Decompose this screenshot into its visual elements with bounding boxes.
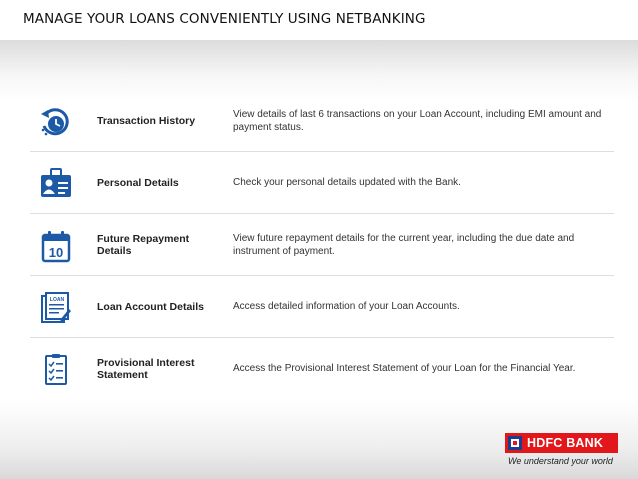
- feature-list: [30, 90, 614, 399]
- brand-tagline: We understand your world: [508, 456, 613, 466]
- id-card-icon: [38, 166, 74, 202]
- title-bar: [0, 0, 638, 40]
- feature-label: Loan Account Details: [97, 300, 204, 313]
- feature-label: Personal Details: [97, 176, 179, 189]
- calendar-icon-text: 10: [48, 245, 64, 260]
- feature-row-provisional-interest-statement: [30, 338, 614, 399]
- logo-box: [505, 433, 618, 453]
- feature-row-future-repayment-details: [30, 214, 614, 276]
- feature-label: Future Repayment Details: [97, 232, 190, 257]
- feature-label: Transaction History: [97, 114, 196, 127]
- feature-row-personal-details: [30, 152, 614, 214]
- slide-title: MANAGE YOUR LOANS CONVENIENTLY USING NETBANKING: [23, 11, 426, 27]
- feature-label: Provisional Interest Statement: [97, 356, 195, 381]
- calendar-icon: [38, 228, 74, 264]
- hdfc-mark-icon: [508, 436, 522, 450]
- feature-description: Access the Provisional Interest Statement of your Loan for the Financial Year.: [233, 363, 576, 374]
- brand-name: HDFC BANK: [527, 436, 604, 450]
- checklist-icon: [38, 352, 74, 388]
- feature-description: Access detailed information of your Loan Accounts.: [233, 301, 460, 312]
- loan-icon-text: LOAN: [49, 297, 65, 303]
- hdfc-bank-logo: [505, 433, 618, 466]
- loan-document-icon: [38, 290, 74, 326]
- feature-description: View future repayment details for the current year, including the due date and instrument of payment.: [233, 232, 575, 257]
- feature-row-transaction-history: [30, 90, 614, 152]
- clock-history-icon: [38, 104, 74, 140]
- feature-description: Check your personal details updated with the Bank.: [233, 177, 461, 188]
- feature-row-loan-account-details: [30, 276, 614, 338]
- feature-description: View details of last 6 transactions on your Loan Account, including EMI amount and payment status.: [233, 108, 602, 133]
